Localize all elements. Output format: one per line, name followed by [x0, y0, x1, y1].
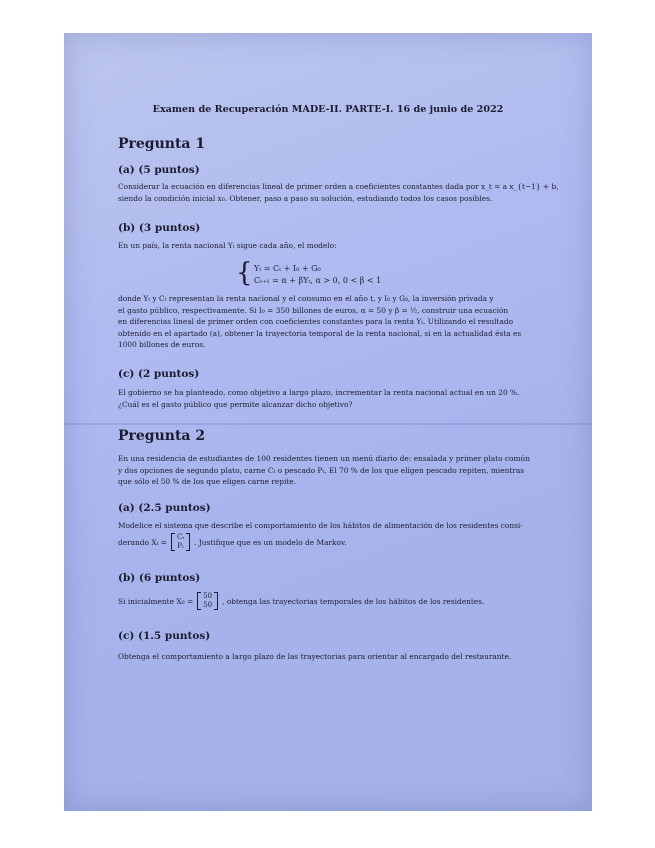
question-1b-line: en diferencias lineal de primer orden con coeficientes constantes para la renta Yₜ. Utilizando el resultado [118, 317, 514, 326]
question-1c-heading: (c) (2 puntos) [118, 368, 200, 380]
left-brace-icon: { [236, 258, 253, 288]
question-1a-line: siendo la condición inicial x₀. Obtener, paso a paso su solución, estudiando todos los casos posibles. [118, 193, 493, 203]
question-2b-prefix: Si inicialmente X₀ = [118, 596, 194, 606]
question-1c-text [118, 387, 538, 410]
question-1b-intro [118, 240, 538, 252]
question-1a-line: Considerar la ecuación en diferencias lineal de primer orden a coeficientes constantes dada por x_t = a x_{t−1} + b, [118, 182, 559, 191]
question-2b-vector-line [118, 592, 484, 610]
initial-vector [197, 592, 218, 610]
equation-row: Yₜ = Cₜ + I₀ + G₀ [254, 264, 321, 273]
question-2c-heading: (c) (1.5 puntos) [118, 630, 211, 642]
vector-entry: Pₜ [177, 542, 184, 550]
question-1a-text [118, 181, 559, 204]
question-1-heading: Pregunta 1 [118, 136, 206, 152]
question-2-heading: Pregunta 2 [118, 428, 206, 444]
question-1b-heading: (b) (3 puntos) [118, 222, 201, 234]
question-2-intro-line: En una residencia de estudiantes de 100 residentes tienen un menú diario de: ensalada y primer plato común [118, 454, 530, 463]
question-2a-text [118, 520, 538, 532]
equation-row: Cₜ₊₁ = α + βYₜ, α > 0, 0 < β < 1 [254, 276, 382, 285]
question-1a-heading: (a) (5 puntos) [118, 164, 200, 176]
question-1c-line: El gobierno se ha planteado, como objetivo a largo plazo, incrementar la renta nacional actual en un 20 %. [118, 388, 520, 397]
vector-entry: 50 [203, 592, 213, 600]
question-2-intro-line: y dos opciones de segundo plato, carne Cₜ o pescado Pₜ. El 70 % de los que eligen pescado repiten, mientras [118, 465, 525, 475]
question-2a-vector-line [118, 533, 347, 551]
question-1b-line: obtenido en el apartado (a), obtener la trayectoria temporal de la renta nacional, si en la actualidad ésta es [118, 328, 522, 338]
question-2c-text [118, 651, 538, 663]
equation-rows [254, 263, 381, 287]
question-2a-vector-prefix: derando Xₜ = [118, 537, 167, 547]
question-1b-line: donde Yₜ y Cₜ representan la renta nacional y el consumo en el año t, y I₀ y G₀, la inversión privada y [118, 294, 494, 303]
question-1c-line: ¿Cuál es el gasto público que permite alcanzar dicho objetivo? [118, 399, 353, 409]
question-2a-vector-suffix: . Justifique que es un modelo de Markov. [194, 537, 347, 547]
state-vector [171, 533, 190, 551]
exam-title: Examen de Recuperación MADE-II. PARTE-I. 16 de junio de 2022 [152, 104, 504, 115]
question-2b-suffix: , obtenga las trayectorias temporales de los hábitos de los residentes. [222, 596, 485, 606]
question-2a-heading: (a) (2.5 puntos) [118, 502, 211, 514]
question-2c-line: Obtenga el comportamiento a largo plazo de las trayectorias para orientar al encargado del restaurante. [118, 652, 512, 661]
question-2a-line: Modelice el sistema que describe el comportamiento de los hábitos de alimentación de los residentes consi- [118, 521, 523, 530]
vector-entry: 50 [203, 601, 213, 609]
question-1b-intro-line: En un país, la renta nacional Yₜ sigue cada año, el modelo: [118, 241, 337, 250]
question-1b-line: el gasto público, respectivamente. Si I₀ = 350 billones de euros, α = 50 y β = ½, construir una ecuación [118, 305, 509, 315]
question-2b-heading: (b) (6 puntos) [118, 572, 201, 584]
question-2-intro-line: que sólo el 50 % de los que eligen carne repite. [118, 477, 297, 486]
question-1b-text [118, 293, 538, 351]
vector-entry: Cₜ [176, 533, 185, 541]
question-2-intro [118, 453, 538, 488]
question-1b-line: 1000 billones de euros. [118, 340, 206, 349]
